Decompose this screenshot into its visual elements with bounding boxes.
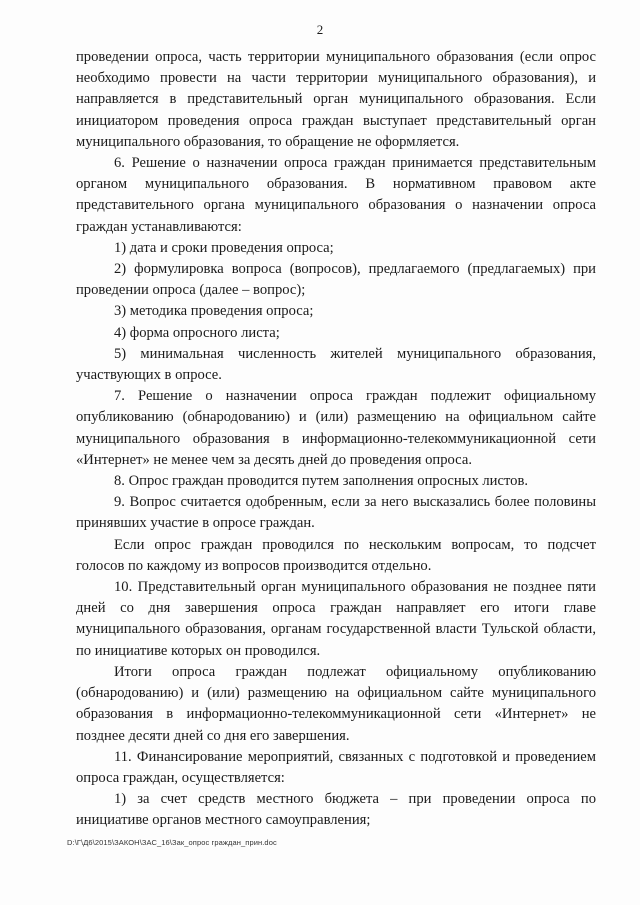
- paragraph-continuation: проведении опроса, часть территории муниципального образования (если опрос необходимо провести на части территории муниципального образования), и направляется в представительный орган муниципального образования. Если инициатором проведения опроса граждан выступает представительный орган муниципального образования, то обращение не оформляется.: [76, 49, 596, 150]
- paragraph-item-8: 8. Опрос граждан проводится путем заполнения опросных листов.: [114, 473, 528, 490]
- paragraph-item-9: 9. Вопрос считается одобренным, если за него высказались более половины принявших участие в опросе граждан.: [76, 494, 596, 532]
- list-item-2: 2) формулировка вопроса (вопросов), предлагаемого (предлагаемых) при проведении опроса (далее – вопрос);: [76, 261, 596, 299]
- list-item-5: 5) минимальная численность жителей муниципального образования, участвующих в опросе.: [76, 345, 596, 384]
- financing-item-1: 1) за счет средств местного бюджета – при проведении опроса по инициативе органов местного самоуправления;: [76, 791, 596, 829]
- paragraph-item-7: 7. Решение о назначении опроса граждан подлежит официальному опубликованию (обнародованию) и (или) размещению на официальном сайте муниципального образования в информационно-телекоммуникационной сети «Интернет» не менее чем за десять дней до проведения опроса.: [76, 388, 596, 468]
- paragraph-item-10: 10. Представительный орган муниципального образования не позднее пяти дней со дня завершения опроса граждан направляет его итоги главе муниципального образования, органам государственной власти Тульской области, по инициативе которых он проводился.: [76, 579, 596, 659]
- list-item-3: 3) методика проведения опроса;: [114, 303, 314, 320]
- paragraph-multiple-questions: Если опрос граждан проводился по нескольким вопросам, то подсчет голосов по каждому из вопросов производится отдельно.: [76, 536, 596, 574]
- paragraph-item-6: 6. Решение о назначении опроса граждан принимается представительным органом муниципального образования. В нормативном правовом акте представительного органа муниципального образования о назначении опроса граждан устанавливаются:: [76, 155, 596, 235]
- document-body: [76, 47, 596, 832]
- page-number: 2: [316, 22, 324, 37]
- list-item-1: 1) дата и сроки проведения опроса;: [114, 239, 334, 256]
- paragraph-item-11: 11. Финансирование мероприятий, связанных с подготовкой и проведением опроса граждан, осуществляется:: [76, 748, 596, 786]
- paragraph-results-publication: Итоги опроса граждан подлежат официальному опубликованию (обнародованию) и (или) размещению на официальном сайте муниципального образования в информационно-телекоммуникационной сети «Интернет» не позднее десяти дней со дня его завершения.: [76, 663, 596, 744]
- list-item-4: 4) форма опросного листа;: [114, 324, 280, 341]
- file-path-footer: D:\Г\Д6\2015\ЗАКОН\ЗАС_16\Зак_опрос граждан_прин.doc: [67, 838, 277, 847]
